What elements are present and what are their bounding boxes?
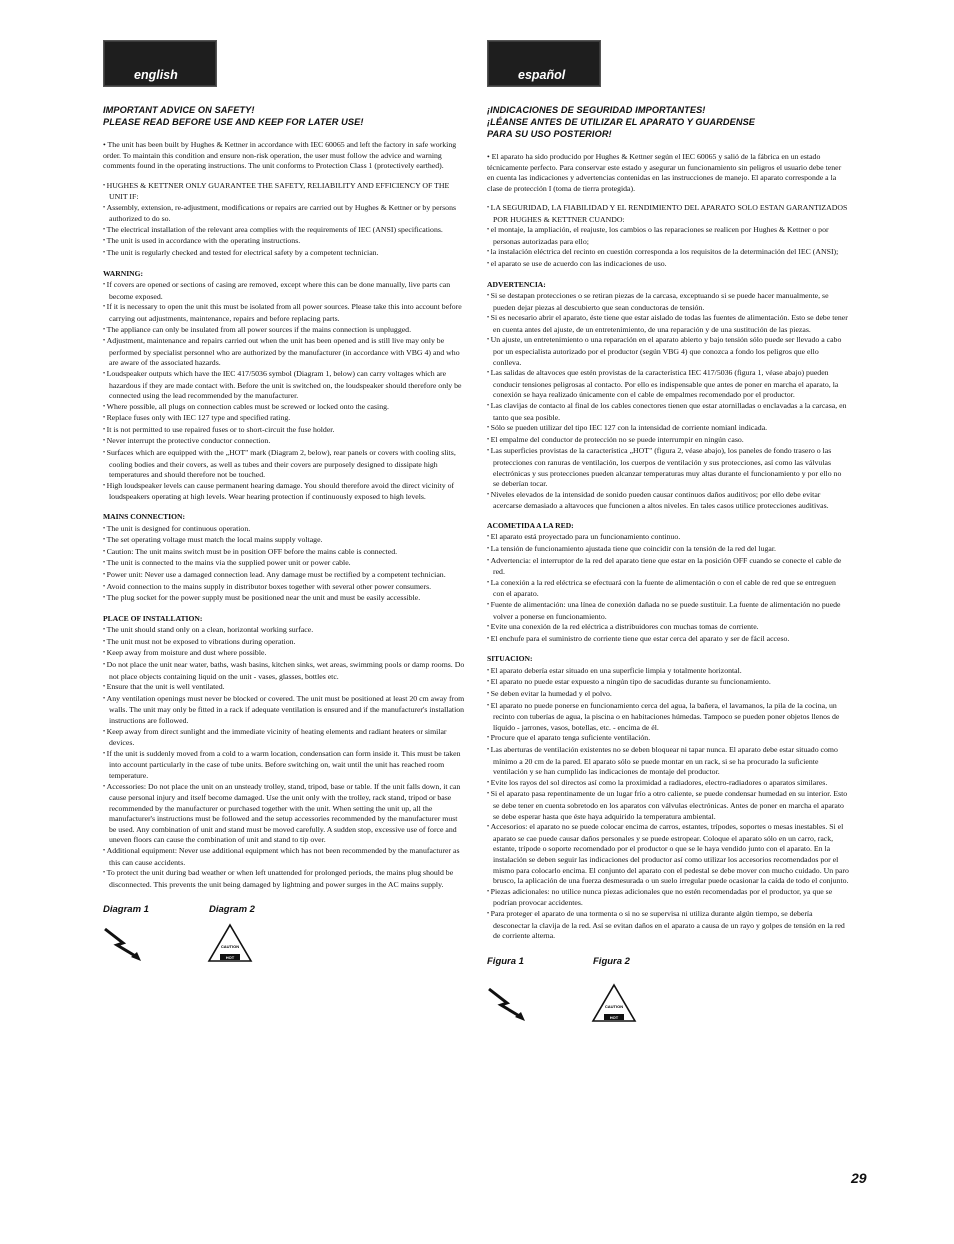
- spanish-headline-line3: PARA SU USO POSTERIOR!: [487, 129, 612, 139]
- english-mains-item: • Avoid connection to the mains supply in distributor boxes together with several other power consumers.: [103, 582, 465, 594]
- spanish-mains-item: • Advertencia: el interruptor de la red del aparato tiene que estar en la posición OFF cuando se conecte el cable de red.: [487, 556, 849, 578]
- spanish-mains-item: • La tensión de funcionamiento ajustada tiene que coincidir con la tensión de la red del lugar.: [487, 544, 849, 556]
- spanish-place-item: • Si el aparato pasa repentinamente de un lugar frío a otro caliente, se puede condensar humedad en su interior. Esto se debe tener en cuenta sobretodo en los aparatos con válvulas electrónicas. Antes de poner en marcha el aparato se debe esperar hasta que éste haya adquirido la temperatura ambiental.: [487, 789, 849, 822]
- english-warning-item: • Where possible, all plugs on connection cables must be screwed or locked onto the casing.: [103, 402, 465, 414]
- spanish-headline-line1: ¡INDICACIONES DE SEGURIDAD IMPORTANTES!: [487, 105, 706, 115]
- spanish-mains-item: • El aparato está proyectado para un funcionamiento continuo.: [487, 532, 849, 544]
- spanish-column: [487, 40, 849, 1033]
- english-place-list: [103, 625, 465, 890]
- lightning-bolt-icon: [103, 923, 143, 963]
- spanish-place-item: • Evite los rayos del sol directos así como la proximidad a radiadores, electro-radiadores o aparatos similares.: [487, 778, 849, 790]
- spanish-place-item: • Piezas adicionales: no utilice nunca piezas adicionales que no estén recomendadas por el productor, ya que se podrían provocar accidentes.: [487, 887, 849, 909]
- english-warning-item: • The appliance can only be insulated from all power sources if the mains connection is unplugged.: [103, 325, 465, 337]
- spanish-guarantee-item: • el aparato se use de acuerdo con las indicaciones de uso.: [487, 259, 849, 271]
- spanish-warning-item: • Las clavijas de contacto al final de los cables conectores tienen que estar atornilladas o enclavadas a la carcasa, en tanto que sea posible.: [487, 401, 849, 423]
- spanish-place-title: SITUACION:: [487, 654, 533, 664]
- english-warning-item: • Adjustment, maintenance and repairs carried out when the unit has been opened and is still live may only be performed by specialist personnel who are authorized by the manufacturer (in accordance with VBG 4) and who are aware of the associated hazards.: [103, 336, 465, 369]
- spanish-warning-item: • Un ajuste, un entretenimiento o una reparación en el aparato abierto y bajo tensión sólo puede ser llevado a cabo por un especialista autorizado por el productor (según VBG 4) que conozca a fondo los peligros que ello conlleva.: [487, 335, 849, 368]
- english-mains-title: MAINS CONNECTION:: [103, 512, 186, 522]
- english-guarantee-item: • HUGHES & KETTNER ONLY GUARANTEE THE SAFETY, RELIABILITY AND EFFICIENCY OF THE UNIT IF:: [103, 181, 465, 203]
- caution-text: CAUTION: [220, 944, 240, 950]
- english-diagram2-label: Diagram 2: [209, 904, 255, 916]
- spanish-figure2-label: Figura 2: [593, 955, 630, 967]
- spanish-place-item: • Se deben evitar la humedad y el polvo.: [487, 689, 849, 701]
- english-column: [103, 40, 465, 973]
- hot-text: HOT: [225, 955, 235, 961]
- spanish-headline: [487, 104, 849, 140]
- english-place-item: • Additional equipment: Never use additional equipment which has not been recommended by the manufacturer as this can cause accidents.: [103, 846, 465, 868]
- spanish-mains-item: • La conexión a la red eléctrica se efectuará con la fuente de alimentación o con el cable de red que se entreguen con el aparato.: [487, 578, 849, 600]
- english-place-item: • Keep away from direct sunlight and the immediate vicinity of heating elements and radiant heaters or similar devices.: [103, 727, 465, 749]
- spanish-guarantee-item: • LA SEGURIDAD, LA FIABILIDAD Y EL RENDIMIENTO DEL APARATO SOLO ESTAN GARANTIZADOS POR HUGHES & KETTNER CUANDO:: [487, 203, 849, 225]
- spanish-place-item: • El aparato debería estar situado en una superficie limpia y totalmente horizontal.: [487, 666, 849, 678]
- english-warning-item: • Loudspeaker outputs which have the IEC 417/5036 symbol (Diagram 1, below) can carry voltages which are hazardous if they are made contact with. Before the unit is switched on, the loudspeaker should therefore only be connected using the lead recommended by the manufacturer.: [103, 369, 465, 402]
- english-warning-item: • If covers are opened or sections of casing are removed, except where this can be done manually, live parts can become exposed.: [103, 280, 465, 302]
- hot-text: HOT: [609, 1014, 619, 1020]
- spanish-tab-label: español: [518, 68, 566, 82]
- caution-text: CAUTION: [604, 1003, 624, 1009]
- spanish-warning-item: • Las superficies provistas de la característica „HOT" (figura 2, véase abajo), los paneles de fondo trasero o las protecciones con ranuras de ventilación, los cuerpos de ventilación y sus protecciones, así como las válvulas electrónicas y sus protecciones pueden alcanzar temperaturas muy altas durante el funcionamiento y por ello no se deberían tocar.: [487, 446, 849, 489]
- spanish-mains-title: ACOMETIDA A LA RED:: [487, 520, 574, 530]
- lightning-bolt-icon: [487, 983, 527, 1023]
- english-warning-item: • Never interrupt the protective conductor connection.: [103, 436, 465, 448]
- english-place-item: • If the unit is suddenly moved from a cold to a warm location, condensation can form inside it. This must be taken into account particularly in the case of tube units. Before switching on, wait until the unit has reached room temperature.: [103, 749, 465, 782]
- english-warning-item: • If it is necessary to open the unit this must be isolated from all power sources. Please take this into account before carrying out adjustments, maintenance, repairs and before replacing parts.: [103, 302, 465, 324]
- english-warning-list: [103, 280, 465, 503]
- spanish-guarantee-item: • la instalación eléctrica del recinto en cuestión corresponda a los requisitos de la determinación del IEC (ANSI);: [487, 247, 849, 259]
- spanish-warning-item: • Si se destapan protecciones o se retiran piezas de la carcasa, exceptuando si se puede hacer manualmente, se pueden dejar piezas al descubierto que sean conductoras de tensión.: [487, 291, 849, 313]
- english-warning-item: • It is not permitted to use repaired fuses or to short-circuit the fuse holder.: [103, 425, 465, 437]
- spanish-place-item: • Las aberturas de ventilación existentes no se deben bloquear ni tapar nunca. El aparato debe estar situado como mínimo a 20 cm de la pared. El aparato sólo se puede montar en un rack, si se ha procurado la suficiente ventilación y se han cumplido las indicaciones de montaje del productor.: [487, 745, 849, 778]
- spanish-guarantee-list: [487, 203, 849, 271]
- english-guarantee-item: • Assembly, extension, re-adjustment, modifications or repairs are carried out by Hughes & Kettner or by persons authorized to do so.: [103, 203, 465, 225]
- english-place-item: • Ensure that the unit is well ventilated.: [103, 682, 465, 694]
- english-mains-item: • The set operating voltage must match the local mains supply voltage.: [103, 535, 465, 547]
- english-place-item: • To protect the unit during bad weather or when left unattended for prolonged periods, the mains plug should be disconnected. This prevents the unit being damaged by lightning and power surges in the AC mains supply.: [103, 868, 465, 890]
- english-place-item: • Keep away from moisture and dust where possible.: [103, 648, 465, 660]
- english-place-item: • The unit should stand only on a clean, horizontal working surface.: [103, 625, 465, 637]
- spanish-mains-item: • Evite una conexión de la red eléctrica a distribuidores con muchas tomas de corriente.: [487, 622, 849, 634]
- spanish-figure1-label: Figura 1: [487, 955, 524, 967]
- english-headline-line1: IMPORTANT ADVICE ON SAFETY!: [103, 105, 255, 115]
- english-mains-item: • The plug socket for the power supply must be positioned near the unit and must be easily accessible.: [103, 593, 465, 605]
- hot-caution-triangle-icon: [207, 923, 253, 963]
- english-warning-title: WARNING:: [103, 268, 144, 278]
- spanish-place-item: • Procure que el aparato tenga suficiente ventilación.: [487, 733, 849, 745]
- english-mains-item: • The unit is connected to the mains via the supplied power unit or power cable.: [103, 558, 465, 570]
- english-diagram1-label: Diagram 1: [103, 904, 149, 916]
- spanish-warning-item: • Si es necesario abrir el aparato, éste tiene que estar aislado de todas las fuentes de alimentación. Esto se debe tener en cuenta antes del ajuste, de un entretenimiento, de una reparación y de una sustitución de las piezas.: [487, 313, 849, 335]
- english-mains-list: [103, 524, 465, 605]
- page-number: 29: [851, 1170, 867, 1186]
- english-guarantee-list: [103, 181, 465, 260]
- english-mains-item: • The unit is designed for continuous operation.: [103, 524, 465, 536]
- spanish-place-list: [487, 666, 849, 942]
- english-headline: [103, 104, 465, 128]
- english-place-item: • The unit must not be exposed to vibrations during operation.: [103, 637, 465, 649]
- english-place-item: • Do not place the unit near water, baths, wash basins, kitchen sinks, wet areas, swimming pools or damp rooms. Do not place objects containing liquid on the unit - vases, glasses, bottles etc.: [103, 660, 465, 682]
- spanish-warning-item: • El empalme del conductor de protección no se puede interrumpir en ningún caso.: [487, 435, 849, 447]
- english-place-item: • Accessories: Do not place the unit on an unsteady trolley, stand, tripod, base or table. If the unit falls down, it can cause personal injury and itself become damaged. Use the unit only with the trolley, rack stand, tripod or base recommended by the manufacturer or purchased together with the unit. When setting the unit up, all the manufacturer's instructions must be followed and the setup accessories recommended by the manufacturer must be used. Any combination of unit and stand must be moved carefully. A sudden stop, excessive use of force and uneven floors can cause the combination of unit and stand to tip over.: [103, 782, 465, 847]
- spanish-warning-item: • Las salidas de altavoces que estén provistas de la característica IEC 417/5036 (figura 1, véase abajo) pueden conducir tensiones peligrosas al contacto. Por ello es indispensable que antes de poner en marcha el aparato, la conexión se haya realizado únicamente con el cable de empalmes recomendado por el productor.: [487, 368, 849, 401]
- spanish-place-item: • Para proteger el aparato de una tormenta o si no se supervisa ni utiliza durante algún tiempo, se debería desconectar la clavija de la red. Así se evitan daños en el aparato a causa de un rayo y golpes de tensión en la red de corriente alterna.: [487, 909, 849, 942]
- spanish-warning-list: [487, 291, 849, 512]
- spanish-intro: • El aparato ha sido producido por Hughes & Kettner según el IEC 60065 y salió de la fábrica en un estado técnicamente perfecto. Para conservar este estado y asegurar un funcionamiento sin peligros el usuario debe tener en cuenta las indicaciones y advertencias contenidas en las instrucciones de manejo. El aparato corresponde a la clase de protección I (toma de tierra protegida).: [487, 152, 842, 193]
- english-headline-line2: PLEASE READ BEFORE USE AND KEEP FOR LATER USE!: [103, 117, 364, 127]
- english-guarantee-item: • The electrical installation of the relevant area complies with the requirements of IEC (ANSI) specifications.: [103, 225, 465, 237]
- hot-caution-triangle-icon: [591, 983, 637, 1023]
- spanish-place-item: • El aparato no puede ponerse en funcionamiento cerca del agua, la bañera, el lavamanos, la pila de la cocina, un recinto con tuberías de agua, la piscina o en habitaciones húmedas. Tampoco se pueden poner objetos llenos de líquido - jarrones, vasos, botellas, etc. - encima de él.: [487, 701, 849, 734]
- spanish-tab: [487, 40, 601, 87]
- english-mains-item: • Caution: The unit mains switch must be in position OFF before the mains cable is connected.: [103, 547, 465, 559]
- english-place-item: • Any ventilation openings must never be blocked or covered. The unit must be positioned at least 20 cm away from walls. The unit may only be fitted in a rack if adequate ventilation is ensured and if the manufacturer's installation instructions are followed.: [103, 694, 465, 727]
- english-intro: • The unit has been built by Hughes & Kettner in accordance with IEC 60065 and left the factory in safe working order. To maintain this condition and ensure non-risk operation, the user must follow the advice and warning comments found in the operating instructions. The unit conforms to Protection Class 1 (protectively earthed).: [103, 140, 457, 170]
- english-warning-item: • Surfaces which are equipped with the „HOT" mark (Diagram 2, below), rear panels or covers with cooling slits, cooling bodies and their covers, as well as tubes and their covers are purposely designed to dissipate high temperatures and should therefore not be touched.: [103, 448, 465, 481]
- spanish-place-item: • Accesorios: el aparato no se puede colocar encima de carros, estantes, trípodes, soportes o mesas inestables. Si el aparato se cae puede causar daños personales y se puede estropear. Coloque el aparato sólo en un carro, rack, estante, trípode o soporte recomendado por el productor o que se le haya vendido junto con el aparato. En la instalación se deben seguir las indicaciones del productor así como utilizar los accesorios recomendados por el mismo para colocarlo encima. El conjunto del aparato con el pedestal se debe mover con mucho cuidado. Un paro brusco, la aplicación de una fuerza desmesurada o un suelo irregular puede ocasionar la caída de todo el conjunto.: [487, 822, 849, 887]
- english-tab-label: english: [134, 68, 178, 82]
- spanish-headline-line2: ¡LÉANSE ANTES DE UTILIZAR EL APARATO Y GUARDENSE: [487, 117, 756, 127]
- english-place-title: PLACE OF INSTALLATION:: [103, 613, 203, 623]
- spanish-mains-list: [487, 532, 849, 645]
- spanish-place-item: • El aparato no puede estar expuesto a ningún tipo de sacudidas durante su funcionamiento.: [487, 677, 849, 689]
- english-mains-item: • Power unit: Never use a damaged connection lead. Any damage must be rectified by a competent technician.: [103, 570, 465, 582]
- spanish-mains-item: • Fuente de alimentación: una línea de conexión dañada no se puede sustituir. La fuente de alimentación no puede volver a ponerse en funcionamiento.: [487, 600, 849, 622]
- spanish-warning-item: • Niveles elevados de la intensidad de sonido pueden causar continuos daños auditivos; por ello debe evitar acercarse demasiado a altavoces que funcionen a altos niveles. En tales casos utilice protecciones auditivas.: [487, 490, 849, 512]
- spanish-mains-item: • El enchufe para el suministro de corriente tiene que estar cerca del aparato y ser de fácil acceso.: [487, 634, 849, 646]
- english-guarantee-item: • The unit is regularly checked and tested for electrical safety by a competent technician.: [103, 248, 465, 260]
- english-guarantee-item: • The unit is used in accordance with the operating instructions.: [103, 236, 465, 248]
- english-warning-item: • High loudspeaker levels can cause permanent hearing damage. You should therefore avoid the direct vicinity of loudspeakers operating at high levels. Wear hearing protection if continuously exposed to high levels.: [103, 481, 465, 503]
- english-tab: [103, 40, 217, 87]
- spanish-guarantee-item: • el montaje, la ampliación, el reajuste, los cambios o las reparaciones se realicen por Hughes & Kettner o por personas autorizadas para ello;: [487, 225, 849, 247]
- spanish-warning-title: ADVERTENCIA:: [487, 279, 546, 289]
- english-warning-item: • Replace fuses only with IEC 127 type and specified rating.: [103, 413, 465, 425]
- spanish-warning-item: • Sólo se pueden utilizar del tipo IEC 127 con la intensidad de corriente nomianl indicada.: [487, 423, 849, 435]
